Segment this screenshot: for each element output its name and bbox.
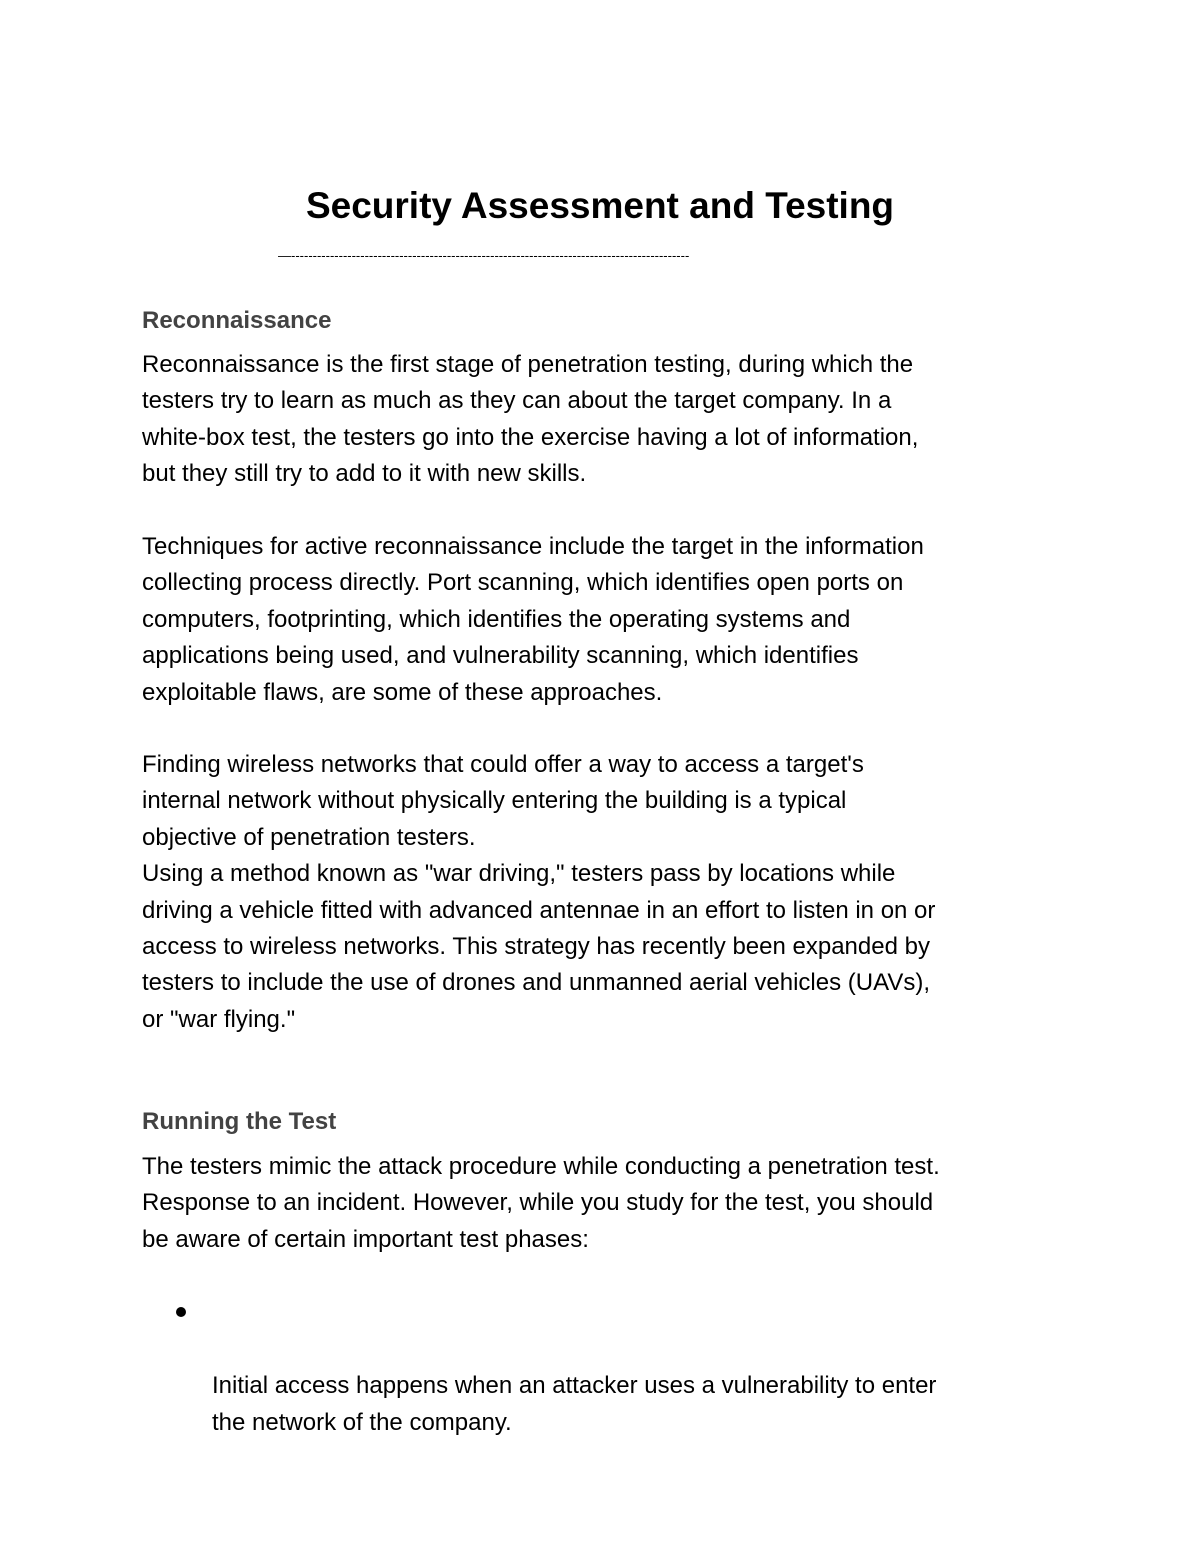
section-heading-running-the-test: Running the Test <box>142 1108 337 1135</box>
list-item <box>142 1293 1062 1441</box>
document-title: Security Assessment and Testing <box>305 185 895 226</box>
title-divider: —-------------------------------------------------------------------------------------------- <box>278 248 690 263</box>
test-phases-list <box>142 1293 1062 1441</box>
bullet-icon <box>176 1307 186 1317</box>
list-item-text: Initial access happens when an attacker uses a vulnerability to enter the network of the company. <box>212 1372 937 1436</box>
paragraph-active-reconnaissance: Techniques for active reconnaissance include the target in the information collecting process directly. Port scanning, which identifies open ports on computers, footprinting, which identifies the operating systems and applications being used, and vulnerability scanning, which identifies exploitable flaws, are some of these approaches. <box>142 533 924 706</box>
section-heading-reconnaissance: Reconnaissance <box>142 307 332 334</box>
paragraph-reconnaissance-intro: Reconnaissance is the first stage of penetration testing, during which the testers try to learn as much as they can about the target company. In a white-box test, the testers go into the exercise having a lot of information, but they still try to add to it with new skills. <box>142 351 919 488</box>
paragraph-running-the-test: The testers mimic the attack procedure while conducting a penetration test. Response to an incident. However, while you study for the test, you should be aware of certain important test phases: <box>142 1153 940 1253</box>
paragraph-wireless-networks: Finding wireless networks that could offer a way to access a target's internal network without physically entering the building is a typical objective of penetration testers. Using a method known as "war driving," testers pass by locations while driving a vehicle fitted with advanced antennae in an effort to listen in on or access to wireless networks. This strategy has recently been expanded by testers to include the use of drones and unmanned aerial vehicles (UAVs), or "war flying." <box>142 751 936 1033</box>
